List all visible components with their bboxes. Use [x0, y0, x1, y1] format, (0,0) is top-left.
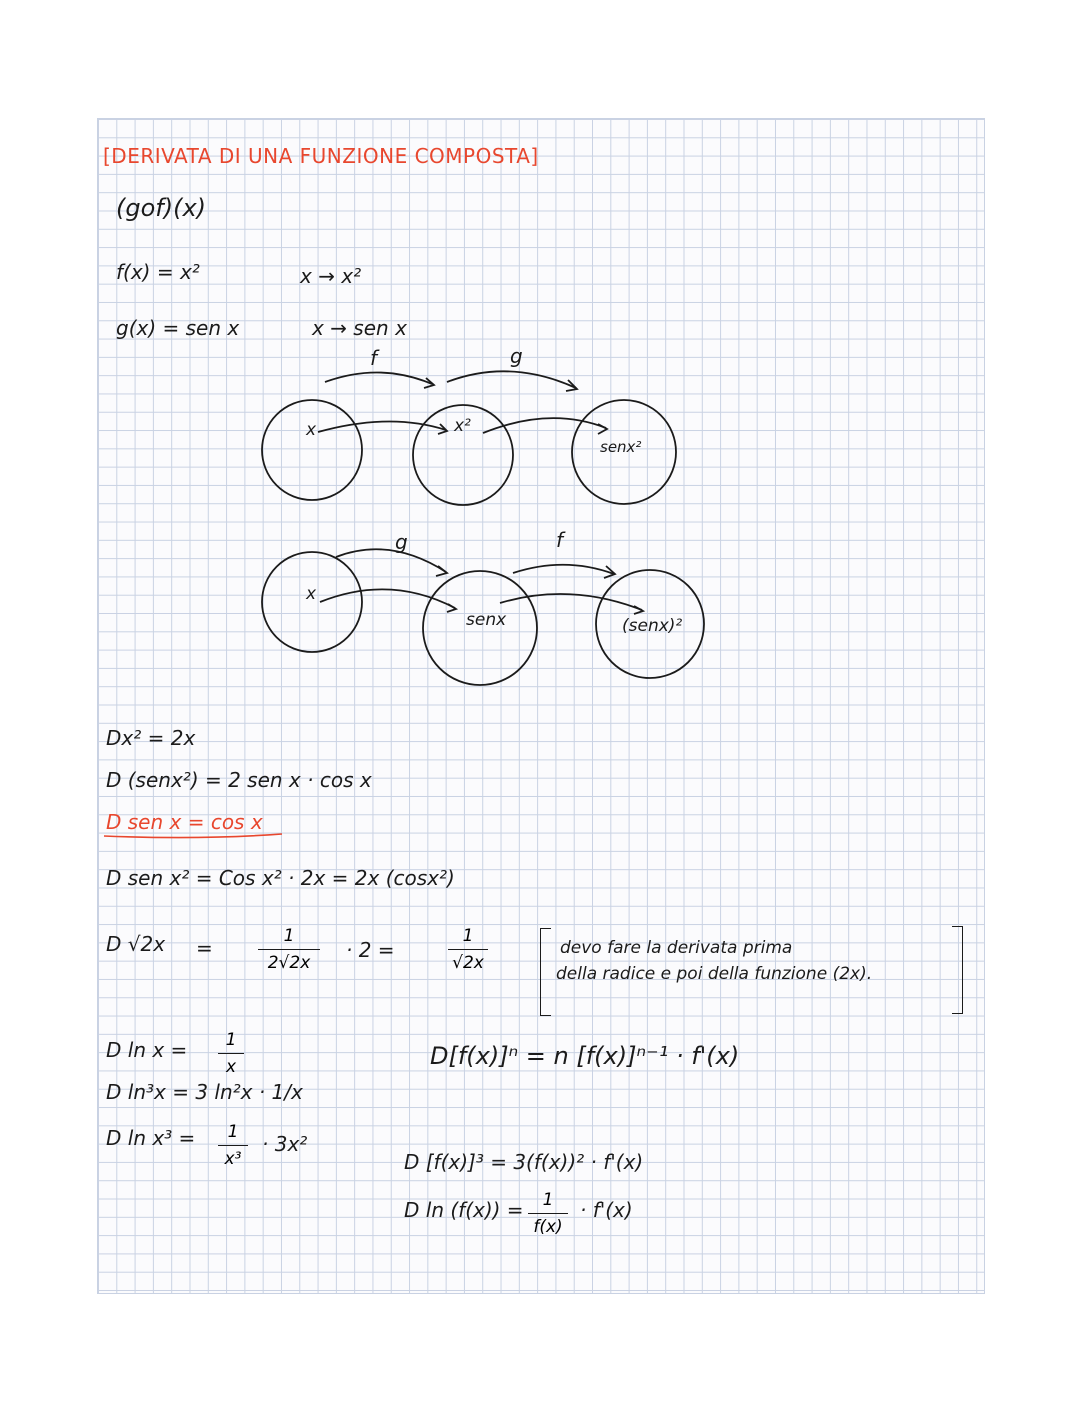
arrow-f-2: [513, 565, 614, 574]
log-rule-num: 1: [542, 1190, 554, 1210]
definition-f: f(x) = x²: [116, 260, 200, 284]
log-x-cube-den: x³: [224, 1149, 242, 1169]
log-lhs: D ln x =: [106, 1038, 188, 1062]
log-cube-line: D ln³x = 3 ln²x · 1/x: [106, 1080, 303, 1104]
fraction-bar: [218, 1145, 248, 1146]
log-rule-fraction: [528, 1190, 568, 1237]
log-x-cube-rhs: · 3x²: [262, 1132, 308, 1156]
cube-rule: D [f(x)]³ = 3(f(x))² · f'(x): [404, 1150, 644, 1174]
red-underline: [104, 834, 282, 838]
note-line-1: devo fare la derivata prima: [560, 938, 793, 958]
diagram1-circle3-label: senx²: [600, 438, 642, 456]
log-rule-lhs: D ln (f(x)) =: [404, 1198, 524, 1222]
log-fraction: [218, 1030, 244, 1077]
arrow-f-1: [325, 372, 432, 384]
diagram1-label-g: g: [510, 344, 523, 368]
log-x-cube-lhs: D ln x³ =: [106, 1126, 196, 1150]
fraction-bar: [218, 1053, 244, 1054]
log-fraction-den: x: [225, 1057, 237, 1077]
sqrt-lhs: D √2x: [106, 932, 166, 956]
sqrt-fraction-1-num: 1: [283, 926, 295, 946]
page-title: [DERIVATA DI UNA FUNZIONE COMPOSTA]: [103, 144, 539, 168]
note-line-2: della radice e poi della funzione (2x).: [556, 964, 873, 984]
sqrt-fraction-1: [258, 926, 320, 973]
circle-domain-1: [262, 400, 362, 500]
arrow-inner-2b: [500, 594, 642, 610]
derivative-x-squared: Dx² = 2x: [106, 726, 196, 750]
power-rule: D[f(x)]ⁿ = n [f(x)]ⁿ⁻¹ · f'(x): [430, 1042, 740, 1070]
diagram2-label-g: g: [395, 530, 408, 554]
diagram2-circle2-label: senx: [466, 610, 507, 630]
sqrt-mult: · 2 =: [346, 938, 395, 962]
mapping-g: x → sen x: [312, 316, 407, 340]
arrow-g-1: [447, 371, 576, 388]
note-bracket-right: [952, 926, 963, 1014]
diagram1-circle1-label: x: [306, 420, 317, 440]
derivative-sen-x-squared: D sen x² = Cos x² · 2x = 2x (cosx²): [106, 866, 455, 890]
composition-notation: (gof)(x): [116, 194, 207, 222]
log-rule-den: f(x): [533, 1217, 563, 1237]
sqrt-fraction-2-den: √2x: [452, 953, 484, 973]
arrow-inner-1a: [318, 421, 446, 432]
diagram2-label-f: f: [556, 528, 564, 552]
diagram1-circle2-label: x²: [454, 416, 471, 436]
derivative-sen-x: D sen x = cos x: [106, 810, 263, 834]
log-x-cube-num: 1: [227, 1122, 239, 1142]
sqrt-equals: =: [196, 936, 213, 960]
definition-g: g(x) = sen x: [116, 316, 240, 340]
note-bracket-left: [540, 928, 551, 1016]
arrow-inner-1b: [483, 418, 606, 433]
log-rule-rhs: · f'(x): [580, 1198, 633, 1222]
fraction-bar: [448, 949, 488, 950]
fraction-bar: [258, 949, 320, 950]
sqrt-fraction-2-num: 1: [462, 926, 474, 946]
diagram2-circle1-label: x: [306, 584, 317, 604]
arrow-g-2: [336, 549, 446, 572]
diagram2-circle3-label: (senx)²: [622, 616, 683, 636]
sqrt-fraction-2: [448, 926, 488, 973]
diagram1-label-f: f: [370, 346, 378, 370]
log-fraction-num: 1: [225, 1030, 237, 1050]
derivative-sen-x-squared-wrong: D (senx²) = 2 sen x · cos x: [106, 768, 372, 792]
mapping-f: x → x²: [300, 264, 362, 288]
log-x-cube-fraction: [218, 1122, 248, 1169]
sqrt-fraction-1-den: 2√2x: [267, 953, 311, 973]
fraction-bar: [528, 1213, 568, 1214]
